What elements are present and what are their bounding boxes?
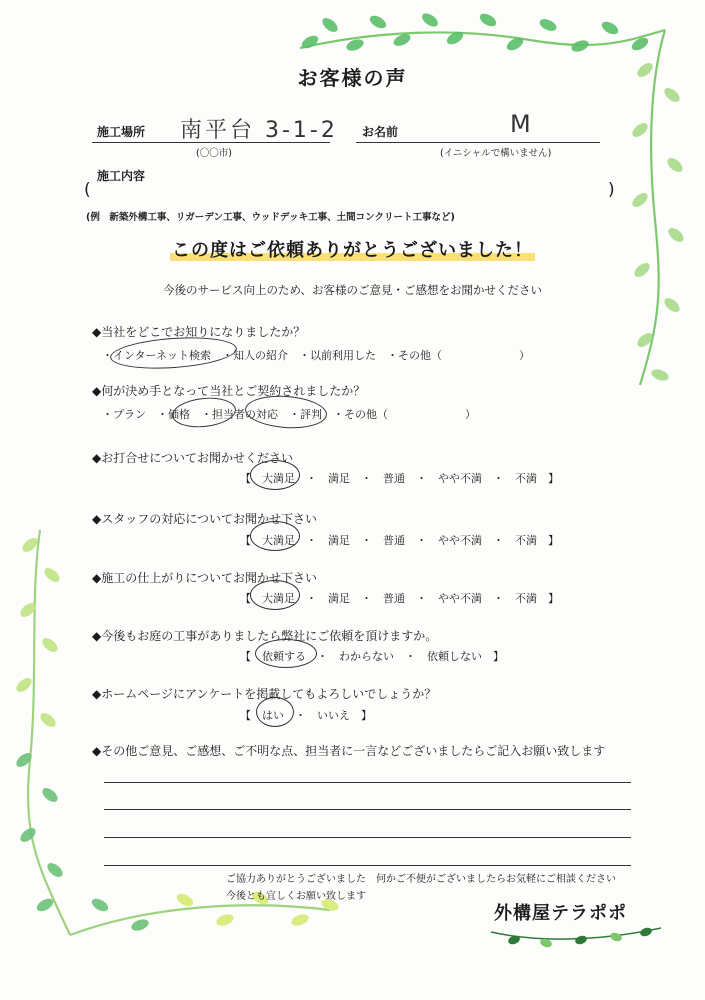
answer-circle-q6 — [255, 639, 317, 668]
answer-circle-q4 — [250, 521, 300, 551]
question-4-options[interactable]: 【 大満足 ・ 満足 ・ 普通 ・ やや不満 ・ 不満 】 — [240, 534, 559, 547]
answer-circle-q3 — [250, 460, 300, 490]
question-4: ◆スタッフの対応についてお聞かせ下さい — [92, 512, 317, 526]
question-6: ◆今後もお庭の工事がありましたら弊社にご依頼を頂けますか。 — [92, 629, 438, 643]
survey-lead: 今後のサービス向上のため、お客様のご意見・ご感想をお聞かせください — [162, 283, 543, 297]
question-7-options[interactable]: 【 はい ・ いいえ 】 — [240, 709, 372, 722]
question-7: ◆ホームページにアンケートを掲載してもよろしいでしょうか？ — [92, 687, 437, 701]
site-underline — [92, 142, 330, 143]
footer-thanks: ご協力ありがとうございました 何かご不便がございましたらお気軽にご相談ください — [226, 874, 616, 885]
comment-line-1[interactable] — [104, 782, 631, 783]
brand-leaf-icon — [486, 920, 666, 950]
site-hint: (〇〇市) — [196, 148, 232, 159]
page-title: お客様の声 — [297, 66, 408, 90]
brand-logo-text: 外構屋テラポポ — [494, 903, 627, 924]
comment-line-3[interactable] — [104, 837, 631, 838]
comment-line-4[interactable] — [104, 865, 631, 866]
content-label: 施工内容 — [97, 169, 146, 183]
site-value[interactable]: 南平台 3-1-2 — [180, 118, 338, 143]
question-3-options[interactable]: 【 大満足 ・ 満足 ・ 普通 ・ やや不満 ・ 不満 】 — [240, 472, 559, 485]
question-1: ◆当社をどこでお知りになりましたか？ — [92, 325, 306, 339]
content-close-paren: ) — [608, 180, 615, 200]
footer-closing: 今後とも宜しくお願い致します — [226, 891, 366, 902]
name-label: お名前 — [362, 125, 399, 139]
question-5: ◆施工の仕上がりについてお聞かせ下さい — [92, 571, 317, 585]
question-1-options[interactable]: ・インターネット検索 ・知人の紹介 ・以前利用した ・その他（ ） — [102, 349, 531, 362]
question-2: ◆何が決め手となって当社とご契約されましたか？ — [92, 384, 366, 398]
question-2-options[interactable]: ・プラン ・価格 ・担当者の対応 ・評判 ・その他（ ） — [102, 408, 476, 421]
content-open-paren: ( — [84, 180, 91, 200]
name-underline — [356, 142, 600, 143]
answer-circle-q5 — [250, 580, 300, 610]
thanks-headline — [0, 236, 705, 262]
name-hint: (イニシャルで構いません) — [440, 148, 552, 159]
site-label: 施工場所 — [97, 125, 146, 139]
content-field[interactable] — [100, 186, 600, 202]
comment-line-2[interactable] — [104, 809, 631, 810]
content-example: (例 新築外構工事、リガーデン工事、ウッドデッキ工事、土間コンクリート工事など) — [86, 212, 455, 223]
name-value[interactable]: M — [510, 110, 534, 138]
answer-circle-q7 — [256, 697, 294, 727]
question-8: ◆その他ご意見、ご感想、ご不明な点、担当者に一言などございましたらご記入お願い致します — [92, 744, 606, 758]
thanks-headline-text: この度はご依頼ありがとうございました！ — [172, 240, 533, 261]
question-5-options[interactable]: 【 大満足 ・ 満足 ・ 普通 ・ やや不満 ・ 不満 】 — [240, 592, 559, 605]
question-3: ◆お打合せについてお聞かせください — [92, 451, 293, 465]
question-6-options[interactable]: 【 依頼する ・ わからない ・ 依頼しない 】 — [240, 650, 504, 663]
